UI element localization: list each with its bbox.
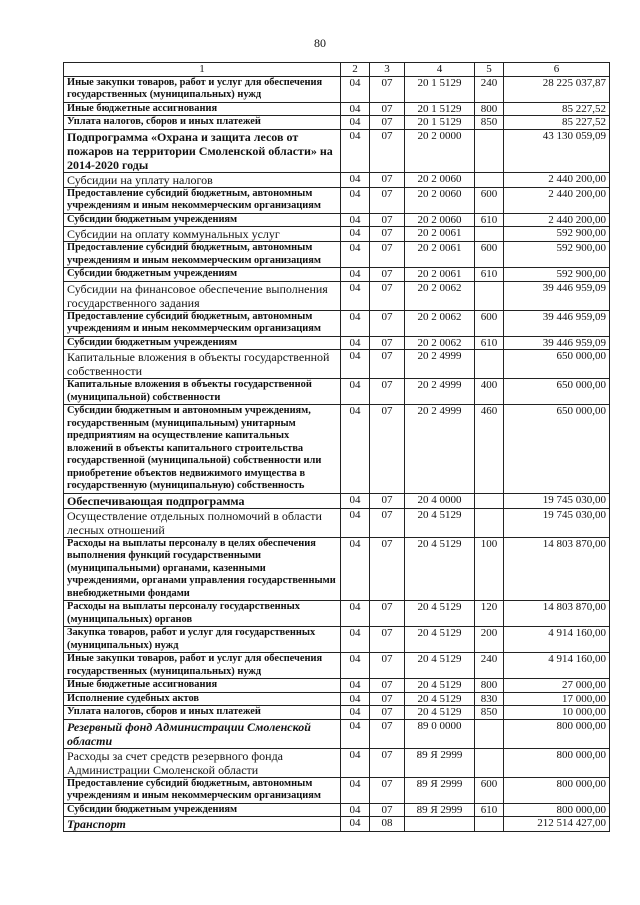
row-name: Капитальные вложения в объекты государственной (муниципальной) собственности — [64, 379, 341, 405]
row-name: Расходы за счет средств резервного фонда Администрации Смоленской области — [64, 748, 341, 777]
row-section: 04 — [341, 692, 370, 706]
row-subsection: 07 — [370, 310, 405, 336]
row-subsection: 07 — [370, 242, 405, 268]
row-amount: 14 803 870,00 — [504, 537, 610, 601]
row-subsection: 08 — [370, 817, 405, 832]
row-amount: 39 446 959,09 — [504, 281, 610, 310]
row-expense-type — [475, 508, 504, 537]
row-section: 04 — [341, 803, 370, 817]
table-row — [64, 405, 610, 494]
row-expense-type: 240 — [475, 653, 504, 679]
row-name: Транспорт — [64, 817, 341, 832]
row-section: 04 — [341, 227, 370, 242]
row-target-article: 20 1 5129 — [405, 76, 475, 102]
row-expense-type — [475, 350, 504, 379]
row-name: Обеспечивающая подпрограмма — [64, 493, 341, 508]
row-subsection: 07 — [370, 268, 405, 282]
row-target-article: 20 2 0061 — [405, 268, 475, 282]
row-name: Предоставление субсидий бюджетным, автономным учреждениям и иным некоммерческим организациям — [64, 777, 341, 803]
row-section: 04 — [341, 777, 370, 803]
row-expense-type — [475, 129, 504, 172]
row-target-article: 89 0 0000 — [405, 719, 475, 748]
row-name: Субсидии бюджетным учреждениям — [64, 268, 341, 282]
row-subsection: 07 — [370, 679, 405, 693]
row-section: 04 — [341, 268, 370, 282]
row-target-article: 20 2 0061 — [405, 242, 475, 268]
row-target-article: 20 4 5129 — [405, 508, 475, 537]
row-target-article: 20 4 5129 — [405, 627, 475, 653]
row-subsection: 07 — [370, 281, 405, 310]
row-target-article: 20 2 0061 — [405, 227, 475, 242]
table-row — [64, 336, 610, 350]
row-target-article: 20 4 5129 — [405, 537, 475, 601]
row-subsection: 07 — [370, 601, 405, 627]
row-subsection: 07 — [370, 706, 405, 720]
table-row — [64, 719, 610, 748]
row-target-article: 20 2 0060 — [405, 187, 475, 213]
row-amount: 4 914 160,00 — [504, 653, 610, 679]
column-header: 4 — [405, 63, 475, 77]
row-subsection: 07 — [370, 172, 405, 187]
table-row — [64, 116, 610, 130]
row-amount: 28 225 037,87 — [504, 76, 610, 102]
table-row — [64, 227, 610, 242]
row-target-article: 20 2 0062 — [405, 336, 475, 350]
row-name: Субсидии бюджетным учреждениям — [64, 803, 341, 817]
row-amount: 800 000,00 — [504, 803, 610, 817]
row-target-article: 20 1 5129 — [405, 116, 475, 130]
row-amount: 39 446 959,09 — [504, 336, 610, 350]
row-target-article: 20 4 5129 — [405, 706, 475, 720]
row-name: Расходы на выплаты персоналу в целях обеспечения выполнения функций государственными (муниципальными) органами, казенными учреждениями, органами управления государственными внебюджетными фондами — [64, 537, 341, 601]
row-subsection: 07 — [370, 493, 405, 508]
column-header: 2 — [341, 63, 370, 77]
row-section: 04 — [341, 379, 370, 405]
row-section: 04 — [341, 242, 370, 268]
row-amount: 800 000,00 — [504, 748, 610, 777]
row-subsection: 07 — [370, 508, 405, 537]
table-row — [64, 281, 610, 310]
row-subsection: 07 — [370, 350, 405, 379]
row-target-article: 89 Я 2999 — [405, 748, 475, 777]
row-target-article — [405, 817, 475, 832]
row-section: 04 — [341, 508, 370, 537]
row-expense-type: 240 — [475, 76, 504, 102]
column-header: 6 — [504, 63, 610, 77]
row-amount: 2 440 200,00 — [504, 213, 610, 227]
header-row — [64, 63, 610, 77]
row-target-article: 20 2 0062 — [405, 310, 475, 336]
row-target-article: 20 2 0000 — [405, 129, 475, 172]
row-target-article: 20 4 5129 — [405, 692, 475, 706]
row-subsection: 07 — [370, 405, 405, 494]
row-amount: 592 900,00 — [504, 242, 610, 268]
row-subsection: 07 — [370, 336, 405, 350]
row-subsection: 07 — [370, 379, 405, 405]
table-row — [64, 493, 610, 508]
row-subsection: 07 — [370, 803, 405, 817]
column-header: 1 — [64, 63, 341, 77]
row-target-article: 20 2 4999 — [405, 405, 475, 494]
row-name: Иные бюджетные ассигнования — [64, 102, 341, 116]
row-name: Подпрограмма «Охрана и защита лесов от пожаров на территории Смоленской области» на 2014-2020 годы — [64, 129, 341, 172]
row-section: 04 — [341, 493, 370, 508]
row-section: 04 — [341, 706, 370, 720]
row-subsection: 07 — [370, 653, 405, 679]
row-name: Расходы на выплаты персоналу государственных (муниципальных) органов — [64, 601, 341, 627]
row-target-article: 20 1 5129 — [405, 102, 475, 116]
row-section: 04 — [341, 405, 370, 494]
row-target-article: 20 4 5129 — [405, 601, 475, 627]
table-row — [64, 653, 610, 679]
row-target-article: 20 4 5129 — [405, 653, 475, 679]
row-amount: 27 000,00 — [504, 679, 610, 693]
row-expense-type: 600 — [475, 777, 504, 803]
column-header: 3 — [370, 63, 405, 77]
row-expense-type: 600 — [475, 310, 504, 336]
row-amount: 85 227,52 — [504, 116, 610, 130]
row-expense-type: 400 — [475, 379, 504, 405]
table-row — [64, 129, 610, 172]
table-row — [64, 242, 610, 268]
row-section: 04 — [341, 537, 370, 601]
row-amount: 43 130 059,09 — [504, 129, 610, 172]
row-subsection: 07 — [370, 102, 405, 116]
row-subsection: 07 — [370, 777, 405, 803]
row-section: 04 — [341, 627, 370, 653]
row-expense-type: 200 — [475, 627, 504, 653]
table-row — [64, 537, 610, 601]
row-name: Субсидии на уплату налогов — [64, 172, 341, 187]
row-name: Субсидии бюджетным и автономным учреждениям, государственным (муниципальным) унитарным предприятиям на осуществление капитальных вложений в объекты капитального строительства государственной (муниципальной) собственности или приобретение объектов недвижимого имущества в государственную (муниципальную) собственность — [64, 405, 341, 494]
row-name: Капитальные вложения в объекты государственной собственности — [64, 350, 341, 379]
row-expense-type: 120 — [475, 601, 504, 627]
row-subsection: 07 — [370, 627, 405, 653]
row-amount: 17 000,00 — [504, 692, 610, 706]
row-amount: 2 440 200,00 — [504, 187, 610, 213]
table-row — [64, 508, 610, 537]
row-name: Исполнение судебных актов — [64, 692, 341, 706]
row-name: Предоставление субсидий бюджетным, автономным учреждениям и иным некоммерческим организациям — [64, 242, 341, 268]
row-name: Иные закупки товаров, работ и услуг для обеспечения государственных (муниципальных) нужд — [64, 76, 341, 102]
row-target-article: 20 2 0062 — [405, 281, 475, 310]
row-name: Осуществление отдельных полномочий в области лесных отношений — [64, 508, 341, 537]
row-section: 04 — [341, 336, 370, 350]
row-section: 04 — [341, 310, 370, 336]
row-subsection: 07 — [370, 187, 405, 213]
table-row — [64, 601, 610, 627]
row-amount: 800 000,00 — [504, 719, 610, 748]
row-section: 04 — [341, 601, 370, 627]
row-expense-type: 600 — [475, 187, 504, 213]
row-expense-type: 610 — [475, 803, 504, 817]
row-name: Субсидии на финансовое обеспечение выполнения государственного задания — [64, 281, 341, 310]
row-section: 04 — [341, 679, 370, 693]
row-expense-type: 610 — [475, 268, 504, 282]
table-row — [64, 627, 610, 653]
table-row — [64, 310, 610, 336]
row-name: Уплата налогов, сборов и иных платежей — [64, 706, 341, 720]
row-amount: 650 000,00 — [504, 350, 610, 379]
table-row — [64, 76, 610, 102]
table-row — [64, 817, 610, 832]
row-subsection: 07 — [370, 116, 405, 130]
row-amount: 14 803 870,00 — [504, 601, 610, 627]
table-row — [64, 803, 610, 817]
row-amount: 19 745 030,00 — [504, 493, 610, 508]
table-row — [64, 213, 610, 227]
table-row — [64, 187, 610, 213]
row-section: 04 — [341, 748, 370, 777]
row-amount: 212 514 427,00 — [504, 817, 610, 832]
row-target-article: 89 Я 2999 — [405, 803, 475, 817]
row-target-article: 20 2 0060 — [405, 213, 475, 227]
row-expense-type — [475, 719, 504, 748]
row-name: Предоставление субсидий бюджетным, автономным учреждениям и иным некоммерческим организациям — [64, 310, 341, 336]
row-section: 04 — [341, 281, 370, 310]
row-expense-type: 850 — [475, 706, 504, 720]
row-expense-type: 850 — [475, 116, 504, 130]
row-amount: 592 900,00 — [504, 268, 610, 282]
row-name: Предоставление субсидий бюджетным, автономным учреждениям и иным некоммерческим организациям — [64, 187, 341, 213]
row-name: Резервный фонд Администрации Смоленской области — [64, 719, 341, 748]
row-amount: 85 227,52 — [504, 102, 610, 116]
table-row — [64, 706, 610, 720]
row-target-article: 20 4 5129 — [405, 679, 475, 693]
row-expense-type: 460 — [475, 405, 504, 494]
row-expense-type: 100 — [475, 537, 504, 601]
row-name: Уплата налогов, сборов и иных платежей — [64, 116, 341, 130]
table-row — [64, 350, 610, 379]
row-subsection: 07 — [370, 692, 405, 706]
row-section: 04 — [341, 116, 370, 130]
row-amount: 10 000,00 — [504, 706, 610, 720]
row-expense-type — [475, 281, 504, 310]
row-amount: 39 446 959,09 — [504, 310, 610, 336]
row-expense-type — [475, 227, 504, 242]
row-expense-type: 800 — [475, 679, 504, 693]
row-amount: 2 440 200,00 — [504, 172, 610, 187]
row-expense-type: 610 — [475, 213, 504, 227]
row-section: 04 — [341, 102, 370, 116]
row-expense-type — [475, 748, 504, 777]
row-name: Субсидии бюджетным учреждениям — [64, 336, 341, 350]
row-name: Иные бюджетные ассигнования — [64, 679, 341, 693]
table-row — [64, 172, 610, 187]
row-name: Закупка товаров, работ и услуг для государственных (муниципальных) нужд — [64, 627, 341, 653]
table-row — [64, 102, 610, 116]
row-section: 04 — [341, 172, 370, 187]
table-row — [64, 692, 610, 706]
row-section: 04 — [341, 719, 370, 748]
row-section: 04 — [341, 350, 370, 379]
row-target-article: 20 2 4999 — [405, 379, 475, 405]
row-amount: 4 914 160,00 — [504, 627, 610, 653]
row-section: 04 — [341, 653, 370, 679]
row-subsection: 07 — [370, 748, 405, 777]
row-expense-type — [475, 172, 504, 187]
row-expense-type: 610 — [475, 336, 504, 350]
row-subsection: 07 — [370, 227, 405, 242]
row-subsection: 07 — [370, 129, 405, 172]
table-row — [64, 777, 610, 803]
row-section: 04 — [341, 817, 370, 832]
row-subsection: 07 — [370, 76, 405, 102]
row-expense-type: 800 — [475, 102, 504, 116]
row-section: 04 — [341, 187, 370, 213]
row-amount: 592 900,00 — [504, 227, 610, 242]
row-section: 04 — [341, 213, 370, 227]
table-row — [64, 379, 610, 405]
row-expense-type — [475, 493, 504, 508]
row-name: Иные закупки товаров, работ и услуг для обеспечения государственных (муниципальных) нужд — [64, 653, 341, 679]
row-name: Субсидии бюджетным учреждениям — [64, 213, 341, 227]
budget-table — [63, 62, 610, 832]
table-row — [64, 679, 610, 693]
row-name: Субсидии на оплату коммунальных услуг — [64, 227, 341, 242]
row-target-article: 20 2 4999 — [405, 350, 475, 379]
row-subsection: 07 — [370, 537, 405, 601]
page-number: 80 — [314, 36, 326, 50]
row-target-article: 20 4 0000 — [405, 493, 475, 508]
column-header: 5 — [475, 63, 504, 77]
row-section: 04 — [341, 129, 370, 172]
table-row — [64, 748, 610, 777]
row-amount: 650 000,00 — [504, 405, 610, 494]
row-expense-type — [475, 817, 504, 832]
row-amount: 650 000,00 — [504, 379, 610, 405]
row-subsection: 07 — [370, 213, 405, 227]
row-expense-type: 600 — [475, 242, 504, 268]
row-target-article: 89 Я 2999 — [405, 777, 475, 803]
row-target-article: 20 2 0060 — [405, 172, 475, 187]
row-amount: 800 000,00 — [504, 777, 610, 803]
row-subsection: 07 — [370, 719, 405, 748]
row-section: 04 — [341, 76, 370, 102]
row-amount: 19 745 030,00 — [504, 508, 610, 537]
table-row — [64, 268, 610, 282]
row-expense-type: 830 — [475, 692, 504, 706]
